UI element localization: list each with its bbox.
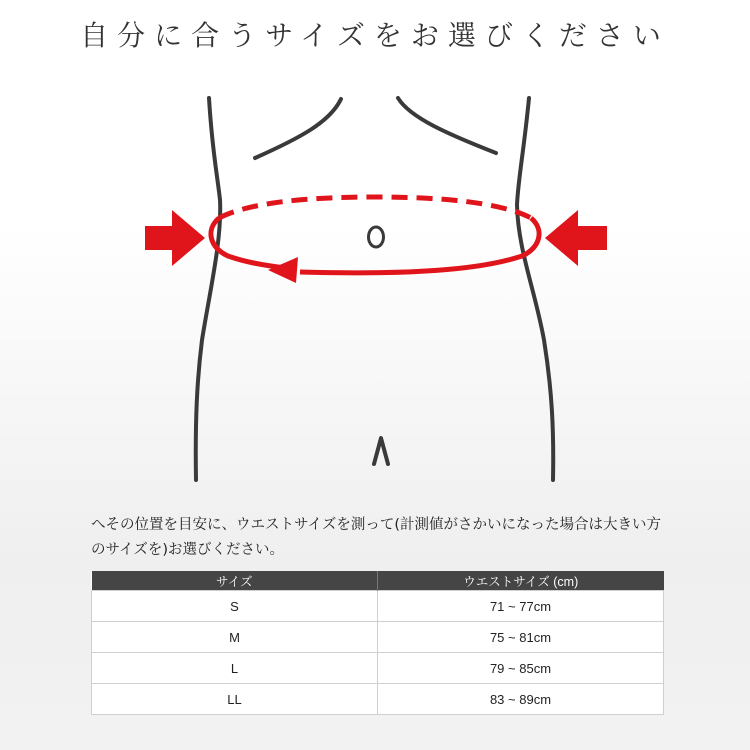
header-waist: ウエストサイズ (cm) bbox=[378, 571, 664, 591]
navel-icon bbox=[369, 227, 384, 247]
waist-cell: 79 ~ 85cm bbox=[378, 653, 664, 684]
left-arrow-icon bbox=[145, 210, 205, 266]
table-row bbox=[92, 591, 664, 622]
table-row bbox=[92, 622, 664, 653]
measurement-note: へその位置を目安に、ウエストサイズを測って(計測値がさかいになった場合は大きい方のサイズを)お選びください。 bbox=[91, 517, 661, 558]
page-title: 自分に合うサイズをお選びください bbox=[80, 19, 670, 52]
table-row bbox=[92, 653, 664, 684]
size-cell: S bbox=[92, 591, 378, 622]
size-cell: L bbox=[92, 653, 378, 684]
size-cell: LL bbox=[92, 684, 378, 715]
waist-cell: 71 ~ 77cm bbox=[378, 591, 664, 622]
header-size: サイズ bbox=[92, 571, 378, 591]
table-row bbox=[92, 684, 664, 715]
size-cell: M bbox=[92, 622, 378, 653]
torso-outline bbox=[196, 98, 553, 480]
size-table bbox=[91, 571, 664, 715]
waist-cell: 83 ~ 89cm bbox=[378, 684, 664, 715]
waist-cell: 75 ~ 81cm bbox=[378, 622, 664, 653]
measuring-tape-loop bbox=[211, 197, 539, 283]
right-arrow-icon bbox=[545, 210, 607, 266]
table-header-row bbox=[92, 571, 664, 591]
